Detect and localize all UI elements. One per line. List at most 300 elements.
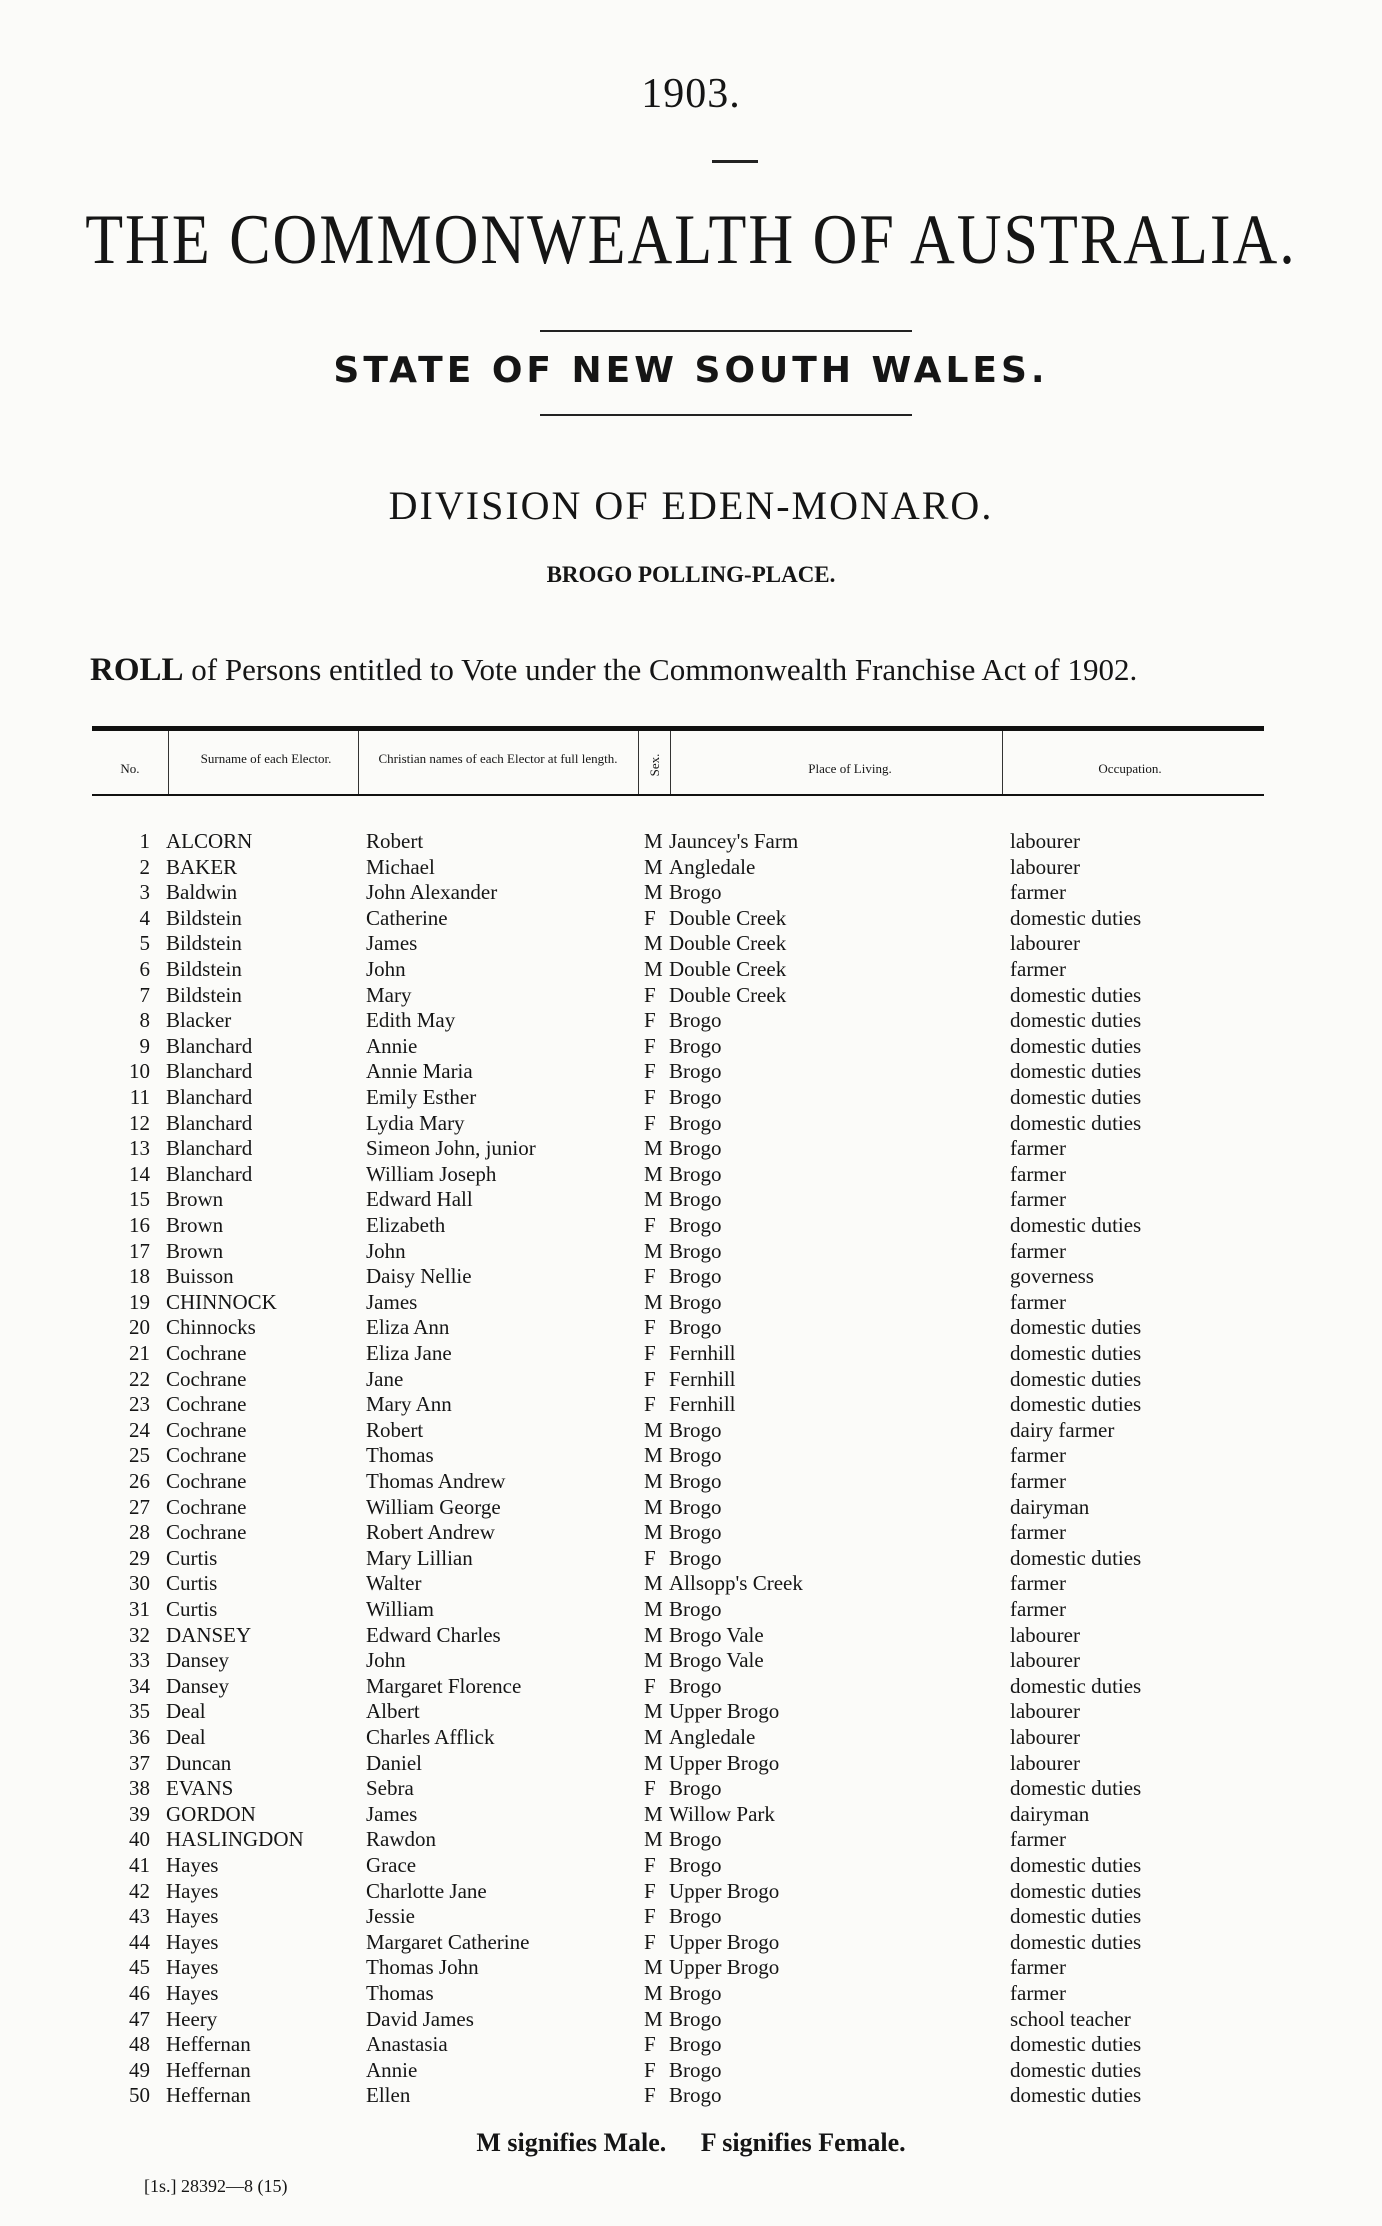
elector-surname: Cochrane [166, 1417, 247, 1442]
elector-number: 13 [129, 1136, 150, 1161]
elector-surname: Cochrane [166, 1341, 247, 1365]
elector-place-of-living: Jauncey's Farm [669, 829, 799, 853]
elector-number: 2 [139, 854, 150, 879]
elector-christian-names: Elizabeth [366, 1213, 446, 1237]
elector-sex: M [644, 1622, 663, 1647]
elector-surname: Hayes [166, 1955, 219, 1980]
elector-occupation: labourer [1010, 854, 1080, 879]
elector-surname: BAKER [166, 854, 238, 879]
table-row [0, 1827, 1382, 1853]
elector-surname: Hayes [166, 1878, 219, 1903]
elector-place-of-living: Upper Brogo [669, 1929, 780, 1954]
elector-christian-names: Edith May [366, 1008, 456, 1033]
elector-sex: F [644, 1085, 656, 1109]
elector-christian-names: Margaret Florence [366, 1673, 522, 1698]
elector-place-of-living: Fernhill [669, 1392, 736, 1417]
elector-christian-names: Sebra [366, 1776, 414, 1801]
elector-place-of-living: Brogo [669, 1238, 722, 1263]
table-row [0, 1597, 1382, 1623]
elector-surname: Bildstein [166, 982, 242, 1007]
table-row [0, 855, 1382, 881]
elector-christian-names: Albert [366, 1699, 420, 1724]
elector-surname: Dansey [166, 1673, 229, 1698]
elector-christian-names: Mary [366, 982, 412, 1007]
elector-sex: M [644, 1827, 663, 1852]
elector-place-of-living: Brogo [669, 1673, 722, 1698]
elector-number: 47 [129, 2006, 150, 2031]
elector-number: 19 [129, 1289, 150, 1314]
table-row [0, 1776, 1382, 1802]
elector-surname: Blanchard [166, 1136, 253, 1161]
elector-place-of-living: Brogo [669, 1443, 722, 1468]
elector-occupation: domestic duties [1010, 982, 1142, 1007]
elector-christian-names: James [366, 1289, 418, 1314]
elector-number: 22 [129, 1366, 150, 1391]
elector-number: 4 [139, 905, 150, 930]
elector-surname: Cochrane [166, 1494, 247, 1519]
roll-year: 1903. [641, 71, 741, 117]
column-header-surname: Surname of each Elector. [200, 751, 332, 766]
table-row [0, 1008, 1382, 1034]
elector-occupation: domestic duties [1010, 1929, 1142, 1954]
elector-christian-names: Jane [366, 1366, 404, 1391]
table-row [0, 1187, 1382, 1213]
elector-number: 50 [129, 2083, 150, 2108]
elector-sex: F [644, 905, 656, 930]
elector-sex: M [644, 1417, 663, 1442]
elector-number: 42 [129, 1878, 150, 1903]
elector-number: 27 [129, 1494, 150, 1519]
elector-number: 8 [139, 1008, 150, 1033]
elector-christian-names: Thomas Andrew [366, 1469, 506, 1493]
elector-christian-names: Anastasia [366, 2032, 448, 2057]
elector-place-of-living: Brogo [669, 1187, 722, 1212]
elector-number: 7 [139, 982, 150, 1007]
elector-surname: GORDON [166, 1801, 256, 1826]
column-header-sex: Sex. [647, 753, 662, 777]
elector-sex: M [644, 1469, 663, 1493]
elector-christian-names: Robert [366, 829, 424, 853]
table-row [0, 1955, 1382, 1981]
elector-place-of-living: Brogo [669, 2006, 722, 2031]
elector-number: 43 [129, 1904, 150, 1929]
column-header-christian-names: Christian names of each Elector at full length. [378, 751, 618, 766]
table-row [0, 1443, 1382, 1469]
elector-place-of-living: Upper Brogo [669, 1955, 780, 1980]
column-divider [168, 731, 169, 794]
elector-christian-names: Emily Esther [366, 1085, 477, 1109]
elector-number: 9 [139, 1033, 150, 1058]
elector-place-of-living: Brogo [669, 1776, 722, 1801]
elector-occupation: farmer [1010, 1955, 1066, 1980]
table-row [0, 1392, 1382, 1418]
elector-surname: Blanchard [166, 1059, 253, 1084]
elector-surname: Blanchard [166, 1161, 253, 1186]
elector-number: 33 [129, 1648, 150, 1673]
elector-place-of-living: Brogo [669, 1136, 722, 1161]
elector-number: 11 [129, 1085, 150, 1109]
elector-occupation: domestic duties [1010, 2083, 1142, 2108]
elector-sex: F [644, 2032, 656, 2057]
elector-occupation: labourer [1010, 1648, 1080, 1673]
table-row [0, 2007, 1382, 2033]
elector-sex: F [644, 1776, 656, 1801]
elector-christian-names: Charles Afflick [366, 1725, 495, 1749]
elector-christian-names: Lydia Mary [366, 1110, 465, 1135]
elector-surname: Brown [166, 1238, 224, 1263]
elector-sex: M [644, 1750, 663, 1775]
elector-number: 31 [129, 1597, 150, 1621]
elector-number: 17 [129, 1238, 150, 1263]
elector-place-of-living: Brogo Vale [669, 1622, 764, 1647]
elector-surname: Baldwin [166, 880, 238, 905]
elector-number: 6 [139, 957, 150, 981]
elector-surname: Duncan [166, 1750, 232, 1775]
elector-occupation: domestic duties [1010, 905, 1142, 930]
elector-christian-names: Robert Andrew [366, 1520, 495, 1545]
elector-occupation: domestic duties [1010, 2032, 1142, 2057]
elector-surname: EVANS [166, 1776, 234, 1801]
elector-surname: DANSEY [166, 1622, 252, 1647]
elector-number: 1 [139, 829, 150, 853]
elector-place-of-living: Willow Park [669, 1801, 775, 1826]
table-bottom-rule [92, 794, 1264, 796]
elector-sex: M [644, 1136, 663, 1161]
elector-sex: M [644, 1443, 663, 1468]
elector-christian-names: Edward Hall [366, 1187, 473, 1212]
elector-surname: HASLINGDON [166, 1827, 304, 1852]
elector-number: 35 [129, 1699, 150, 1724]
elector-place-of-living: Double Creek [669, 905, 787, 930]
elector-occupation: domestic duties [1010, 1392, 1142, 1417]
elector-occupation: labourer [1010, 1622, 1080, 1647]
elector-occupation: dairy farmer [1010, 1417, 1115, 1442]
elector-christian-names: Mary Lillian [366, 1545, 473, 1570]
table-row [0, 1751, 1382, 1777]
elector-sex: F [644, 2083, 656, 2108]
elector-surname: Heery [166, 2006, 218, 2031]
elector-number: 48 [129, 2032, 150, 2057]
elector-sex: F [644, 1392, 656, 1417]
elector-occupation: farmer [1010, 1827, 1066, 1852]
elector-surname: Heffernan [166, 2083, 251, 2108]
elector-occupation: farmer [1010, 957, 1066, 981]
elector-christian-names: James [366, 1801, 418, 1826]
elector-surname: Blanchard [166, 1110, 253, 1135]
table-top-rule [92, 726, 1264, 731]
table-row [0, 1111, 1382, 1137]
table-row [0, 2083, 1382, 2109]
elector-sex: M [644, 957, 663, 981]
table-row [0, 880, 1382, 906]
elector-surname: Heffernan [166, 2032, 251, 2057]
elector-number: 14 [129, 1161, 150, 1186]
elector-surname: Hayes [166, 1904, 219, 1929]
elector-surname: Deal [166, 1699, 206, 1724]
table-row [0, 1315, 1382, 1341]
elector-occupation: farmer [1010, 1238, 1066, 1263]
elector-sex: F [644, 1213, 656, 1237]
elector-christian-names: Walter [366, 1571, 422, 1596]
column-divider [1002, 731, 1003, 794]
table-row [0, 1674, 1382, 1700]
elector-christian-names: Eliza Ann [366, 1315, 450, 1340]
elector-place-of-living: Upper Brogo [669, 1699, 780, 1724]
elector-occupation: farmer [1010, 1469, 1066, 1493]
table-row [0, 983, 1382, 1009]
elector-number: 28 [129, 1520, 150, 1545]
elector-occupation: farmer [1010, 1597, 1066, 1621]
table-row [0, 1879, 1382, 1905]
elector-surname: Hayes [166, 1929, 219, 1954]
elector-sex: F [644, 1904, 656, 1929]
table-row [0, 906, 1382, 932]
column-header-occupation: Occupation. [1098, 761, 1162, 776]
elector-sex: F [644, 1673, 656, 1698]
elector-christian-names: Mary Ann [366, 1392, 452, 1417]
elector-place-of-living: Fernhill [669, 1366, 736, 1391]
elector-occupation: farmer [1010, 1520, 1066, 1545]
elector-number: 25 [129, 1443, 150, 1468]
roll-title-text: of Persons entitled to Vote under the Commonwealth Franchise Act of 1902. [191, 652, 1138, 687]
elector-sex: F [644, 1853, 656, 1877]
elector-sex: M [644, 1955, 663, 1980]
elector-christian-names: Daisy Nellie [366, 1264, 472, 1289]
elector-occupation: domestic duties [1010, 1213, 1142, 1237]
divider-rule [540, 414, 912, 416]
elector-place-of-living: Brogo Vale [669, 1648, 764, 1673]
elector-christian-names: Jessie [366, 1904, 415, 1929]
elector-sex: M [644, 1238, 663, 1263]
elector-occupation: labourer [1010, 1699, 1080, 1724]
elector-sex: M [644, 931, 663, 956]
elector-sex: M [644, 1725, 663, 1749]
column-header-place: Place of Living. [808, 761, 892, 776]
elector-sex: F [644, 2057, 656, 2082]
elector-christian-names: John [366, 1238, 406, 1263]
elector-occupation: domestic duties [1010, 1033, 1142, 1058]
elector-surname: Brown [166, 1213, 224, 1237]
elector-sex: M [644, 1981, 663, 2005]
table-row [0, 1495, 1382, 1521]
elector-sex: F [644, 1008, 656, 1033]
elector-christian-names: Catherine [366, 905, 448, 930]
male-note: M signifies Male. [476, 2128, 667, 2157]
table-row [0, 829, 1382, 855]
elector-place-of-living: Brogo [669, 1289, 722, 1314]
elector-occupation: dairyman [1010, 1494, 1090, 1519]
elector-christian-names: Charlotte Jane [366, 1878, 487, 1903]
elector-number: 39 [129, 1801, 150, 1826]
elector-occupation: farmer [1010, 880, 1066, 905]
table-row [0, 1418, 1382, 1444]
table-row [0, 1367, 1382, 1393]
elector-occupation: farmer [1010, 1289, 1066, 1314]
elector-sex: M [644, 1597, 663, 1621]
elector-christian-names: Rawdon [366, 1827, 436, 1852]
elector-place-of-living: Brogo [669, 2032, 722, 2057]
table-row [0, 1571, 1382, 1597]
table-row [0, 1136, 1382, 1162]
elector-sex: M [644, 1161, 663, 1186]
roll-title [90, 652, 1290, 689]
roll-title-word: ROLL [90, 652, 184, 688]
elector-number: 21 [129, 1341, 150, 1365]
elector-sex: M [644, 1801, 663, 1826]
elector-surname: Deal [166, 1725, 206, 1749]
division-heading: DIVISION OF EDEN-MONARO. [388, 483, 994, 528]
elector-christian-names: Daniel [366, 1750, 422, 1775]
elector-surname: Bildstein [166, 931, 242, 956]
table-row [0, 1930, 1382, 1956]
elector-place-of-living: Double Creek [669, 931, 787, 956]
elector-sex: M [644, 1520, 663, 1545]
elector-place-of-living: Upper Brogo [669, 1878, 780, 1903]
table-row [0, 2058, 1382, 2084]
table-row [0, 1802, 1382, 1828]
elector-number: 5 [139, 931, 150, 956]
elector-christian-names: Thomas [366, 1443, 434, 1468]
elector-christian-names: Annie [366, 1033, 418, 1058]
elector-surname: Cochrane [166, 1469, 247, 1493]
elector-sex: F [644, 1545, 656, 1570]
elector-occupation: domestic duties [1010, 1545, 1142, 1570]
elector-occupation: domestic duties [1010, 1008, 1142, 1033]
elector-place-of-living: Brogo [669, 1059, 722, 1084]
elector-sex: F [644, 1033, 656, 1058]
elector-number: 24 [129, 1417, 150, 1442]
elector-number: 32 [129, 1622, 150, 1647]
elector-place-of-living: Brogo [669, 880, 722, 905]
elector-sex: F [644, 1366, 656, 1391]
elector-christian-names: Eliza Jane [366, 1341, 452, 1365]
elector-number: 12 [129, 1110, 150, 1135]
elector-sex: F [644, 1878, 656, 1903]
elector-christian-names: William Joseph [366, 1161, 497, 1186]
elector-occupation: farmer [1010, 1443, 1066, 1468]
table-row [0, 1059, 1382, 1085]
elector-occupation: dairyman [1010, 1801, 1090, 1826]
elector-number: 34 [129, 1673, 150, 1698]
elector-occupation: labourer [1010, 931, 1080, 956]
table-row [0, 1520, 1382, 1546]
table-row [0, 1981, 1382, 2007]
elector-surname: Chinnocks [166, 1315, 256, 1340]
elector-place-of-living: Brogo [669, 1520, 722, 1545]
elector-surname: Bildstein [166, 905, 242, 930]
elector-occupation: domestic duties [1010, 1315, 1142, 1340]
elector-number: 10 [129, 1059, 150, 1084]
elector-place-of-living: Brogo [669, 1161, 722, 1186]
elector-christian-names: James [366, 931, 418, 956]
elector-place-of-living: Angledale [669, 1725, 756, 1749]
elector-sex: M [644, 880, 663, 905]
elector-surname: Dansey [166, 1648, 229, 1673]
elector-occupation: farmer [1010, 1981, 1066, 2005]
divider-rule [712, 160, 758, 163]
elector-surname: Hayes [166, 1853, 219, 1877]
elector-number: 3 [139, 880, 150, 905]
elector-sex: M [644, 1571, 663, 1596]
elector-sex: F [644, 1315, 656, 1340]
table-row [0, 1699, 1382, 1725]
elector-sex: M [644, 1187, 663, 1212]
elector-occupation: domestic duties [1010, 1776, 1142, 1801]
elector-christian-names: John [366, 1648, 406, 1673]
elector-place-of-living: Allsopp's Creek [669, 1571, 803, 1596]
elector-occupation: domestic duties [1010, 1110, 1142, 1135]
elector-place-of-living: Upper Brogo [669, 1750, 780, 1775]
elector-surname: Heffernan [166, 2057, 251, 2082]
elector-place-of-living: Brogo [669, 1110, 722, 1135]
elector-place-of-living: Angledale [669, 854, 756, 879]
elector-place-of-living: Brogo [669, 1315, 722, 1340]
elector-occupation: domestic duties [1010, 1904, 1142, 1929]
page-title: THE COMMONWEALTH OF AUSTRALIA. [85, 200, 1297, 280]
table-row [0, 1725, 1382, 1751]
elector-place-of-living: Brogo [669, 1981, 722, 2005]
table-row [0, 1085, 1382, 1111]
elector-number: 40 [129, 1827, 150, 1852]
elector-number: 29 [129, 1545, 150, 1570]
elector-surname: Blacker [166, 1008, 232, 1033]
elector-surname: ALCORN [166, 829, 253, 853]
elector-number: 46 [129, 1981, 150, 2005]
polling-place-heading: BROGO POLLING-PLACE. [546, 562, 836, 587]
elector-occupation: domestic duties [1010, 1853, 1142, 1877]
elector-sex: M [644, 2006, 663, 2031]
table-row [0, 1469, 1382, 1495]
elector-number: 38 [129, 1776, 150, 1801]
elector-place-of-living: Brogo [669, 1033, 722, 1058]
elector-place-of-living: Brogo [669, 1417, 722, 1442]
elector-sex: M [644, 1648, 663, 1673]
elector-sex: M [644, 854, 663, 879]
elector-christian-names: Annie Maria [366, 1059, 473, 1084]
elector-occupation: labourer [1010, 1750, 1080, 1775]
table-row [0, 1239, 1382, 1265]
column-divider [358, 731, 359, 794]
sex-legend [0, 2128, 1382, 2158]
elector-place-of-living: Brogo [669, 1545, 722, 1570]
elector-christian-names: Thomas John [366, 1955, 479, 1980]
elector-sex: F [644, 982, 656, 1007]
elector-surname: Blanchard [166, 1033, 253, 1058]
elector-christian-names: Thomas [366, 1981, 434, 2005]
elector-number: 36 [129, 1725, 150, 1749]
elector-sex: M [644, 829, 663, 853]
elector-occupation: farmer [1010, 1136, 1066, 1161]
elector-surname: Cochrane [166, 1392, 247, 1417]
elector-christian-names: Margaret Catherine [366, 1929, 530, 1954]
elector-surname: Bildstein [166, 957, 242, 981]
elector-occupation: domestic duties [1010, 1366, 1142, 1391]
elector-number: 23 [129, 1392, 150, 1417]
table-row [0, 1904, 1382, 1930]
elector-sex: F [644, 1059, 656, 1084]
elector-place-of-living: Brogo [669, 1827, 722, 1852]
elector-christian-names: John [366, 957, 406, 981]
elector-christian-names: Annie [366, 2057, 418, 2082]
table-row [0, 1341, 1382, 1367]
elector-sex: F [644, 1110, 656, 1135]
elector-surname: Curtis [166, 1597, 218, 1621]
elector-occupation: farmer [1010, 1161, 1066, 1186]
elector-surname: Hayes [166, 1981, 219, 2005]
elector-number: 16 [129, 1213, 150, 1237]
elector-number: 20 [129, 1315, 150, 1340]
table-row [0, 1162, 1382, 1188]
